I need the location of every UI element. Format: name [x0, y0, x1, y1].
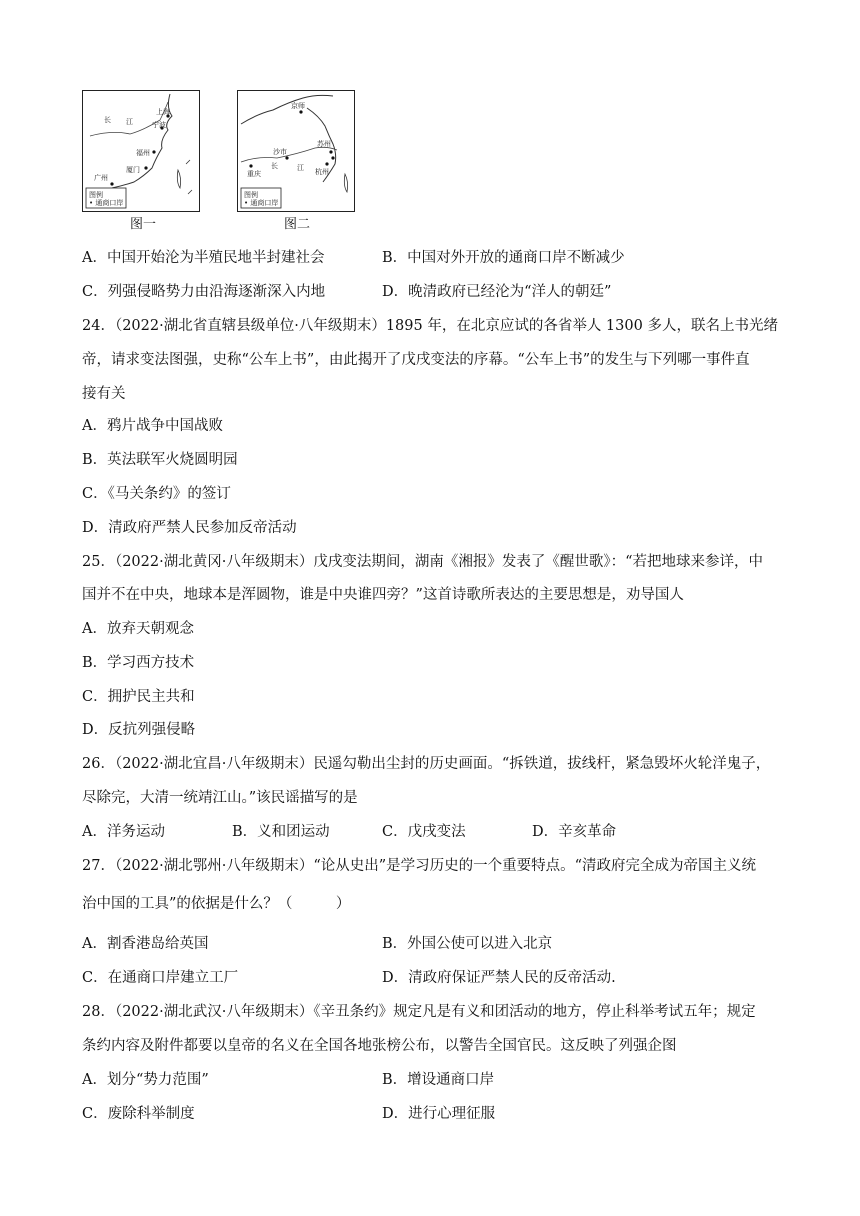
map-figure-2: [237, 90, 355, 212]
q27-option-d: D．清政府保证严禁人民的反帝活动.: [382, 970, 616, 986]
q27-stem-line: 治中国的工具”的依据是什么？（ ）: [82, 896, 351, 912]
q27-option-b: B．外国公使可以进入北京: [382, 936, 553, 952]
q26-option-d: D．辛亥革命: [532, 824, 617, 840]
q26-option-c: C．戊戌变法: [382, 824, 466, 840]
q25-stem-line: 国并不在中央，地球本是浑圆物，谁是中央谁四旁？”这首诗歌所表达的主要思想是，劝导国人: [82, 587, 684, 603]
map1-place-label: 福州: [136, 149, 150, 157]
q25-stem-line: 25．（2022·湖北黄冈·八年级期末）戊戌变法期间，湖南《湘报》发表了《醒世歌》：“若把地球来参详，中: [82, 554, 763, 570]
map2-place-label: 重庆: [247, 170, 261, 178]
q25-option-a: A．放弃天朝观念: [82, 621, 194, 637]
q23-option-a: A．中国开始沦为半殖民地半封建社会: [82, 250, 325, 266]
q26-stem-line: 尽除完，大清一统靖江山。”该民谣描写的是: [82, 790, 358, 806]
map2-place-label: 苏州: [317, 140, 331, 148]
q24-stem-line: 24．（2022·湖北省直辖县级单位·八年级期末）1895 年，在北京应试的各省举人 1300 多人，联名上书光绪: [82, 318, 778, 334]
q23-option-b: B．中国对外开放的通商口岸不断减少: [382, 250, 625, 266]
map1-legend-item: • 通商口岸: [89, 199, 124, 207]
q27-stem-line: 27．（2022·湖北鄂州·八年级期末）“论从史出”是学习历史的一个重要特点。“清政府完全成为帝国主义统: [82, 858, 757, 874]
q28-option-c: C．废除科举制度: [82, 1106, 195, 1122]
map2-legend-item: • 通商口岸: [244, 199, 279, 207]
map1-legend-title: 图例: [89, 191, 103, 199]
q28-stem-line: 条约内容及附件都要以皇帝的名义在全国各地张榜公布，以警告全国官民。这反映了列强企图: [82, 1038, 677, 1054]
q28-option-a: A．划分“势力范围”: [82, 1072, 209, 1088]
q27-option-c: C．在通商口岸建立工厂: [82, 970, 239, 986]
q27-option-a: A．割香港岛给英国: [82, 936, 209, 952]
map1-place-label: 厦门: [126, 166, 140, 174]
q28-option-d: D．进行心理征服: [382, 1106, 496, 1122]
map2-place-label: 长: [271, 162, 278, 170]
map1-place-label: 上海: [156, 108, 170, 116]
map2-caption: 图二: [284, 217, 311, 232]
q25-option-d: D．反抗列强侵略: [82, 722, 196, 738]
q24-option-a: A．鸦片战争中国战败: [82, 418, 223, 434]
map2-place-label: 江: [297, 164, 304, 172]
q23-option-c: C．列强侵略势力由沿海逐渐深入内地: [82, 284, 326, 300]
q28-stem-line: 28．（2022·湖北武汉·八年级期末）《辛丑条约》规定凡是有义和团活动的地方，停止科举考试五年；规定: [82, 1004, 756, 1020]
map1-caption: 图一: [130, 217, 157, 232]
q24-stem-line: 帝，请求变法图强，史称“公车上书”，由此揭开了戊戌变法的序幕。“公车上书”的发生与下列哪一事件直: [82, 352, 750, 368]
q23-option-d: D．晚清政府已经沦为“洋人的朝廷”: [382, 284, 612, 300]
map-figure-1: [82, 90, 200, 212]
q28-option-b: B．增设通商口岸: [382, 1072, 495, 1088]
map1-place-label: 江: [126, 118, 133, 126]
q24-option-d: D．清政府严禁人民参加反帝活动: [82, 520, 297, 536]
map2-place-label: 沙市: [273, 148, 287, 156]
map1-place-label: 宁波: [152, 121, 166, 129]
q24-option-c: C．《马关条约》的签订: [82, 486, 231, 502]
q24-option-b: B．英法联军火烧圆明园: [82, 452, 238, 468]
map2-place-label: 杭州: [315, 168, 329, 176]
map2-place-label: 京师: [291, 102, 305, 110]
q26-option-b: B．义和团运动: [232, 824, 330, 840]
map1-place-label: 长: [104, 116, 111, 124]
map2-legend-title: 图例: [244, 191, 258, 199]
q25-option-c: C．拥护民主共和: [82, 689, 195, 705]
q26-stem-line: 26．（2022·湖北宜昌·八年级期末）民遥勾勒出尘封的历史画面。“拆铁道，拔线杆，紧急毁坏火轮洋鬼子，: [82, 756, 771, 772]
map1-place-label: 广州: [94, 174, 108, 182]
q25-option-b: B．学习西方技术: [82, 655, 195, 671]
q26-option-a: A．洋务运动: [82, 824, 165, 840]
q24-stem-line: 接有关: [82, 386, 126, 402]
